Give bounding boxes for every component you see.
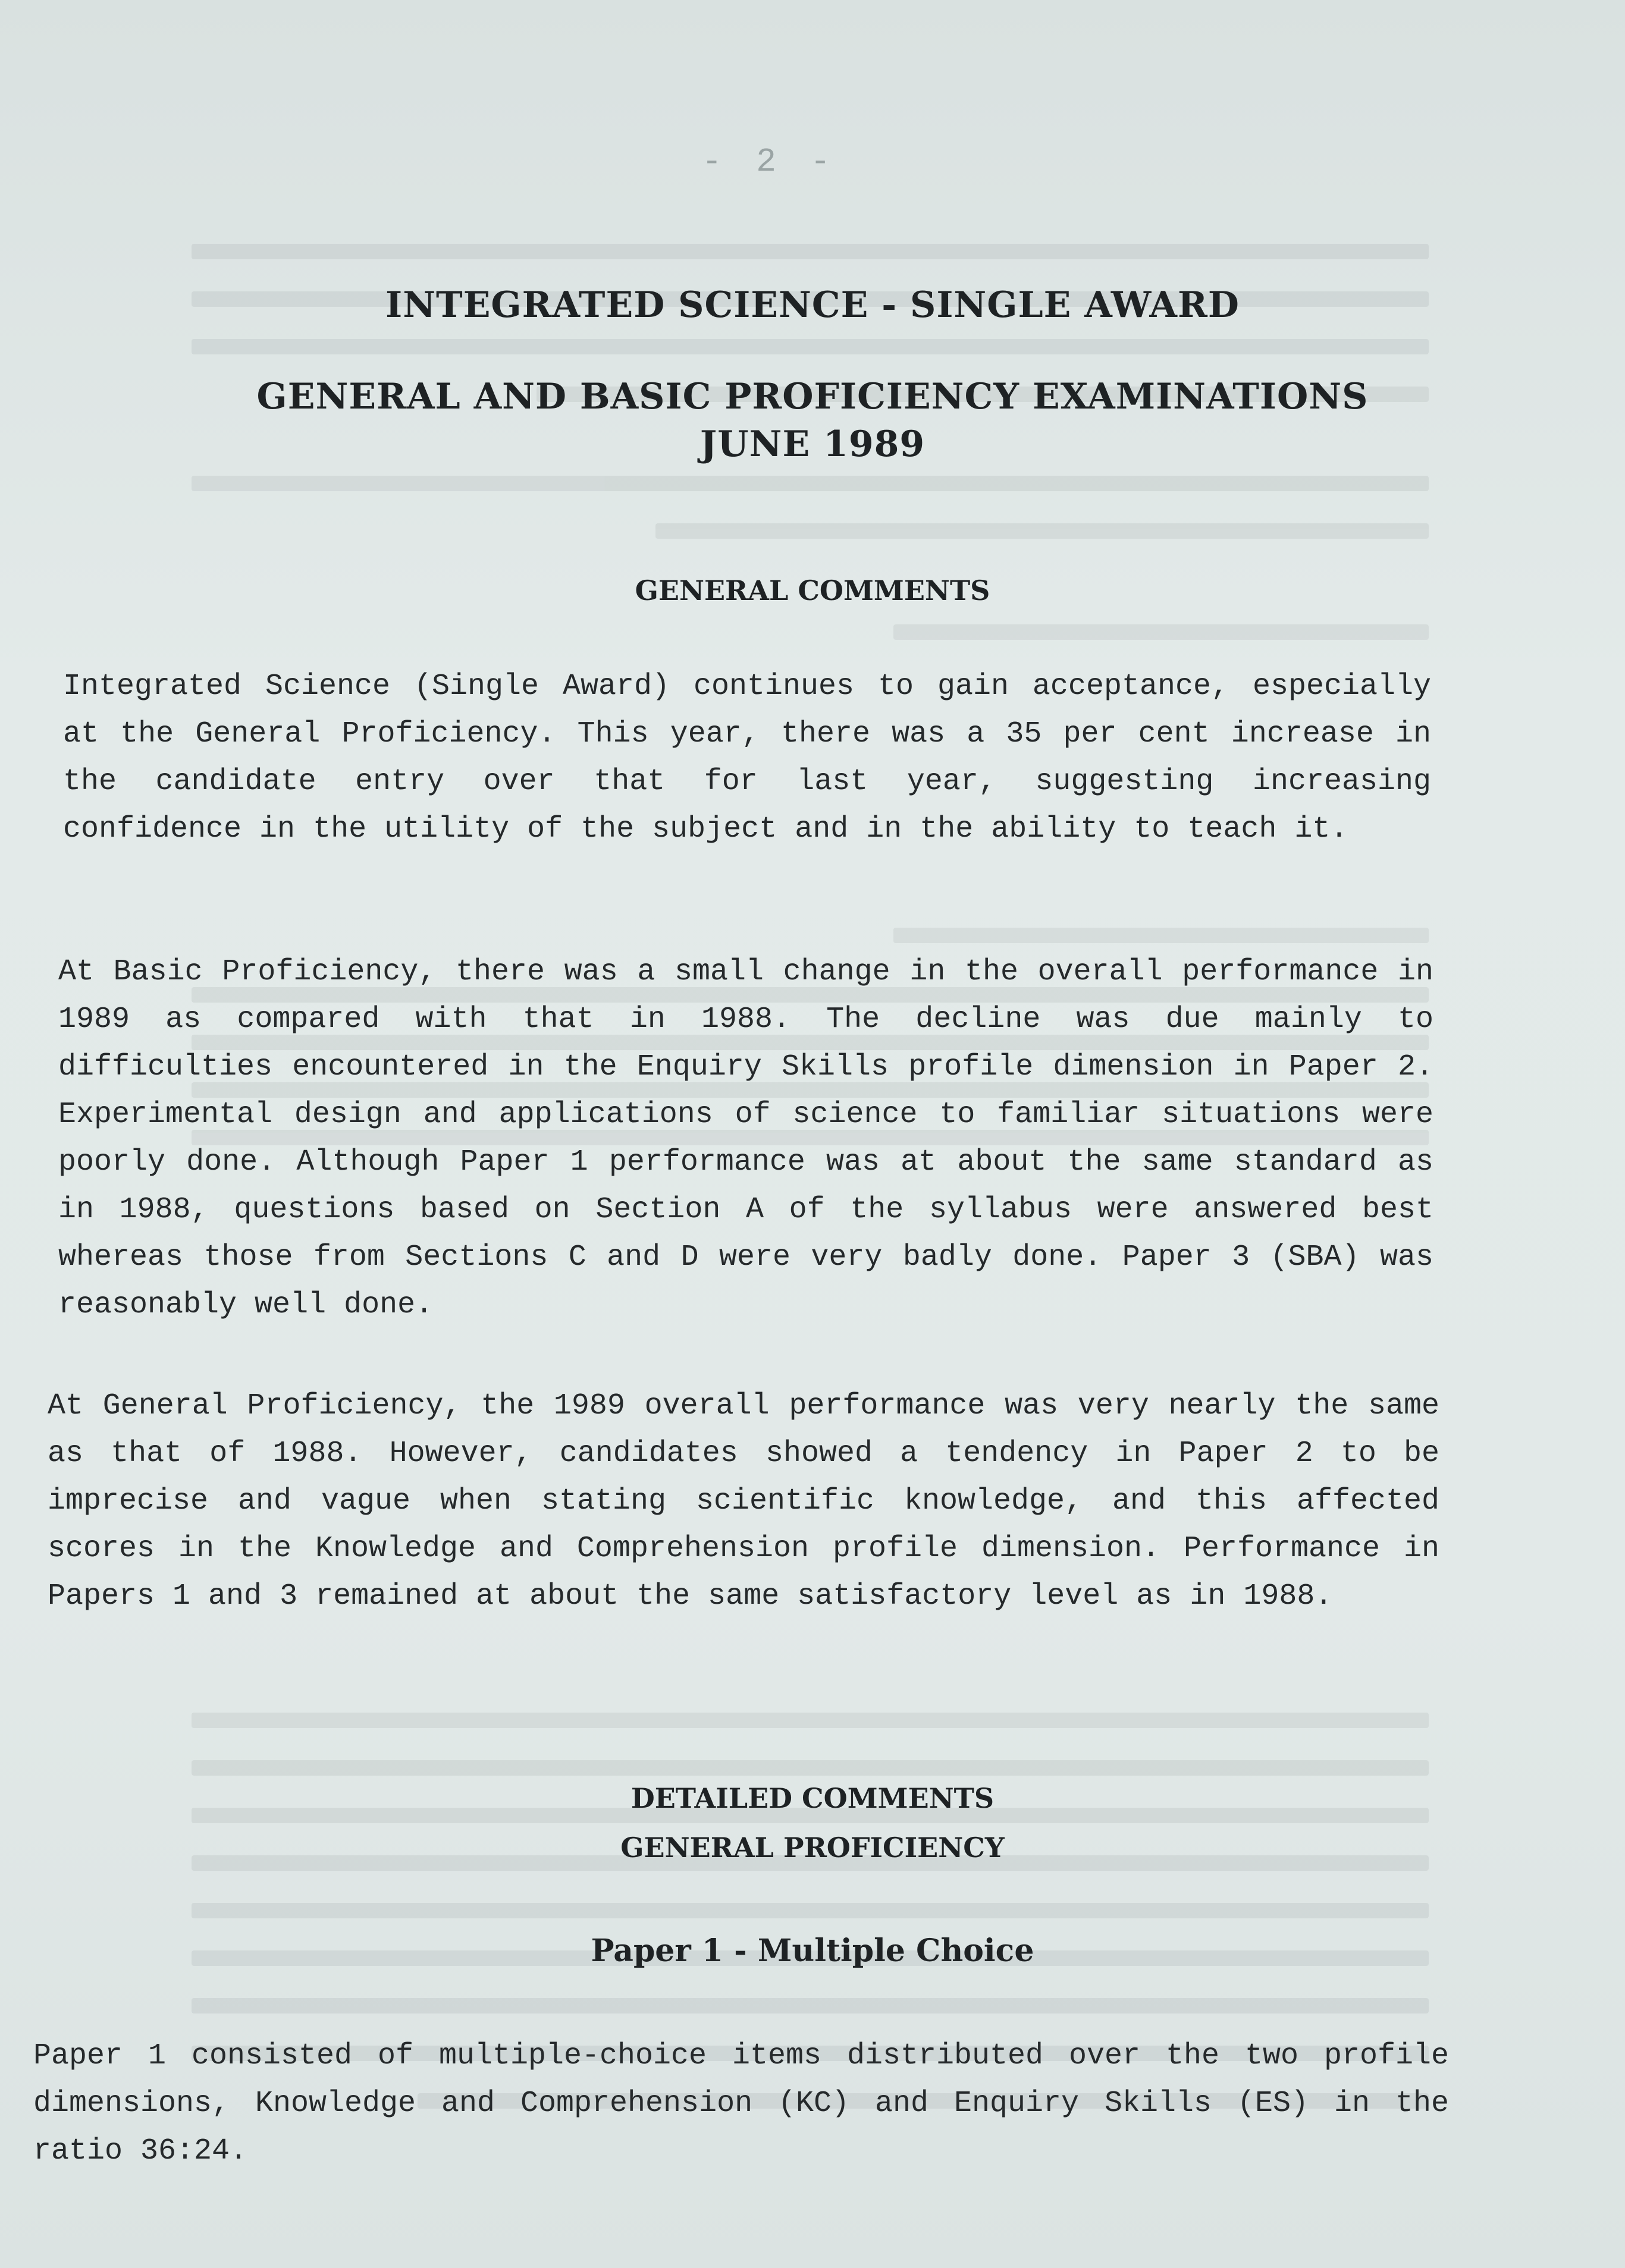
title-line-3: JUNE 1989	[699, 423, 926, 465]
title-line-2: GENERAL AND BASIC PROFICIENCY EXAMINATIONS	[256, 376, 1369, 417]
paper-1-heading: Paper 1 - Multiple Choice	[591, 1933, 1034, 1969]
page-number: - 2 -	[702, 143, 838, 181]
general-comments-heading: GENERAL COMMENTS	[635, 574, 990, 607]
general-comments-paragraph-1: Integrated Science (Single Award) continues to gain acceptance, especially at the General Proficiency. This year, there was a 35 per cent increase in the candidate entry over that for last year, suggesting increasing confidence in the utility of the subject and in the ability to teach it.	[63, 670, 1431, 846]
paper-1-paragraph: Paper 1 consisted of multiple-choice items distributed over the two profile dimensions, Knowledge and Comprehension (KC) and Enquiry Skills (ES) in the ratio 36:24.	[33, 2039, 1449, 2168]
title-line-1: INTEGRATED SCIENCE - SINGLE AWARD	[385, 284, 1240, 326]
general-comments-paragraph-2: At Basic Proficiency, there was a small change in the overall performance in 1989 as compared with that in 1988. The decline was due mainly to difficulties encountered in the Enquiry Skills profile dimension in Paper 2. Experimental design and applications of science to familiar situations were poorly done. Although Paper 1 performance was at about the same standard as in 1988, questions based on Section A of the syllabus were answered best whereas those from Sections C and D were very badly done. Paper 3 (SBA) was reasonably well done.	[58, 955, 1433, 1322]
detailed-comments-heading: DETAILED COMMENTS	[630, 1782, 995, 1814]
general-proficiency-heading: GENERAL PROFICIENCY	[620, 1832, 1005, 1864]
general-comments-paragraph-3: At General Proficiency, the 1989 overall performance was very nearly the same as that of 1988. However, candidates showed a tendency in Paper 2 to be imprecise and vague when stating scientific knowledge, and this affected scores in the Knowledge and Comprehension profile dimension. Performance in Papers 1 and 3 remained at about the same satisfactory level as in 1988.	[48, 1389, 1439, 1613]
